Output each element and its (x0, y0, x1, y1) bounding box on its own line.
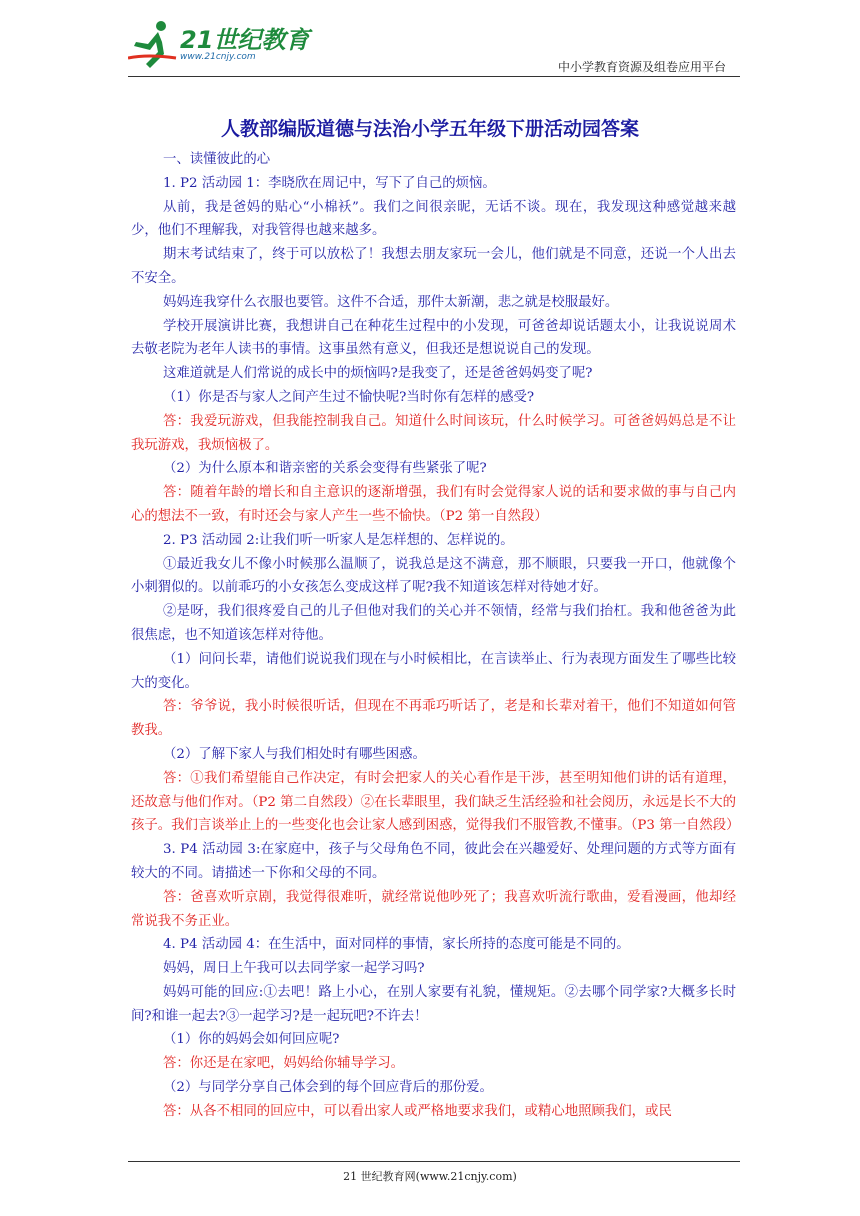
question-paragraph: （2）了解下家人与我们相处时有哪些困惑。 (163, 746, 426, 762)
question-paragraph: （2）为什么原本和谐亲密的关系会变得有些紧张了呢? (163, 461, 487, 477)
answer-paragraph: 答：我爱玩游戏，但我能控制我自己。知道什么时间该玩，什么时候学习。可爸爸妈妈总是不让我玩游戏，我烦恼极了。 (131, 413, 736, 453)
question-paragraph: 妈妈，周日上午我可以去同学家一起学习吗? (163, 961, 425, 977)
question-paragraph: 学校开展演讲比赛，我想讲自己在种花生过程中的小发现，可爸爸却说话题太小，让我说说周术去敬老院为老年人读书的事情。这事虽然有意义，但我还是想说说自己的发现。 (131, 318, 736, 358)
logo (128, 18, 310, 78)
question-paragraph: （1）你是否与家人之间产生过不愉快呢?当时你有怎样的感受? (163, 389, 535, 405)
logo-url: www.21cnjy.com (180, 52, 256, 62)
document-body (131, 148, 740, 1124)
runner-logo-icon (128, 18, 178, 70)
question-paragraph: 一、读懂彼此的心 (163, 152, 271, 167)
logo-text: 21世纪教育 (180, 26, 310, 54)
question-paragraph: 这难道就是人们常说的成长中的烦恼吗?是我变了，还是爸爸妈妈变了呢? (163, 366, 593, 382)
page-header (128, 18, 740, 80)
question-paragraph: ①最近我女儿不像小时候那么温顺了，说我总是这不满意，那不顺眼，只要我一开口，他就像个小刺猬似的。以前乖巧的小女孩怎么变成这样了呢?我不知道该怎样对待她才好。 (131, 556, 736, 596)
question-paragraph: 从前，我是爸妈的贴心“小棉袄”。我们之间很亲昵，无话不谈。现在，我发现这种感觉越来越少，他们不理解我，对我管得也越来越多。 (131, 199, 736, 239)
platform-label: 中小学教育资源及组卷应用平台 (557, 60, 726, 74)
answer-paragraph: 答：爷爷说，我小时候很听话，但现在不再乖巧听话了，老是和长辈对着干，他们不知道如何管教我。 (131, 699, 736, 739)
question-paragraph: 3. P4 活动园 3:在家庭中，孩子与父母角色不同，彼此会在兴趣爱好、处理问题的方式等方面有较大的不同。请描述一下你和父母的不同。 (131, 842, 736, 881)
page-title: 人教部编版道德与法治小学五年级下册活动园答案 (220, 118, 639, 140)
question-paragraph: 期末考试结束了，终于可以放松了！我想去朋友家玩一会儿，他们就是不同意，还说一个人出去不安全。 (131, 247, 736, 286)
answer-paragraph: 答：爸喜欢听京剧，我觉得很难听，就经常说他吵死了；我喜欢听流行歌曲，爱看漫画，他却经常说我不务正业。 (131, 889, 736, 929)
question-paragraph: （2）与同学分享自己体会到的每个回应背后的那份爱。 (163, 1080, 493, 1096)
question-paragraph: 1. P2 活动园 1：李晓欣在周记中，写下了自己的烦恼。 (163, 175, 496, 191)
question-paragraph: （1）你的妈妈会如何回应呢? (163, 1032, 340, 1048)
header-divider (128, 76, 740, 77)
answer-paragraph: 答：你还是在家吧，妈妈给你辅导学习。 (163, 1056, 405, 1072)
question-paragraph: 2. P3 活动园 2:让我们听一听家人是怎样想的、怎样说的。 (163, 532, 514, 548)
question-paragraph: （1）问问长辈，请他们说说我们现在与小时候相比，在言读举止、行为表现方面发生了哪些比较大的变化。 (131, 651, 736, 691)
question-paragraph: ②是呀，我们很疼爱自己的儿子但他对我们的关心并不领情，经常与我们抬杠。我和他爸爸为此很焦虑，也不知道该怎样对待他。 (131, 604, 736, 643)
question-paragraph: 4. P4 活动园 4：在生活中，面对同样的事情，家长所持的态度可能是不同的。 (163, 937, 630, 953)
question-paragraph: 妈妈连我穿什么衣服也要管。这件不合适，那件太新潮，悲之就是校服最好。 (163, 294, 619, 310)
page-footer: 21 世纪教育网(www.21cnjy.com) (343, 1170, 517, 1183)
answer-paragraph: 答：从各不相同的回应中，可以看出家人或严格地要求我们，或精心地照顾我们，或民 (163, 1103, 672, 1119)
answer-paragraph: 答：随着年龄的增长和自主意识的逐渐增强，我们有时会觉得家人说的话和要求做的事与自己内心的想法不一致，有时还会与家人产生一些不愉快。（P2 第一自然段） (131, 485, 736, 524)
footer-divider (128, 1161, 740, 1162)
answer-paragraph: 答：①我们希望能自己作决定，有时会把家人的关心看作是干涉，甚至明知他们讲的话有道理，还故意与他们作对。（P2 第二自然段）②在长辈眼里，我们缺乏生活经验和社会阅历，永远是长不大的孩子。我们言谈举止上的一些变化也会让家人感到困惑，觉得我们不服管教,不懂事。（P3 第一自然段） (131, 770, 740, 834)
question-paragraph: 妈妈可能的回应:①去吧！路上小心，在别人家要有礼貌，懂规矩。②去哪个同学家?大概多长时间?和谁一起去?③一起学习?是一起玩吧?不许去！ (131, 984, 736, 1024)
